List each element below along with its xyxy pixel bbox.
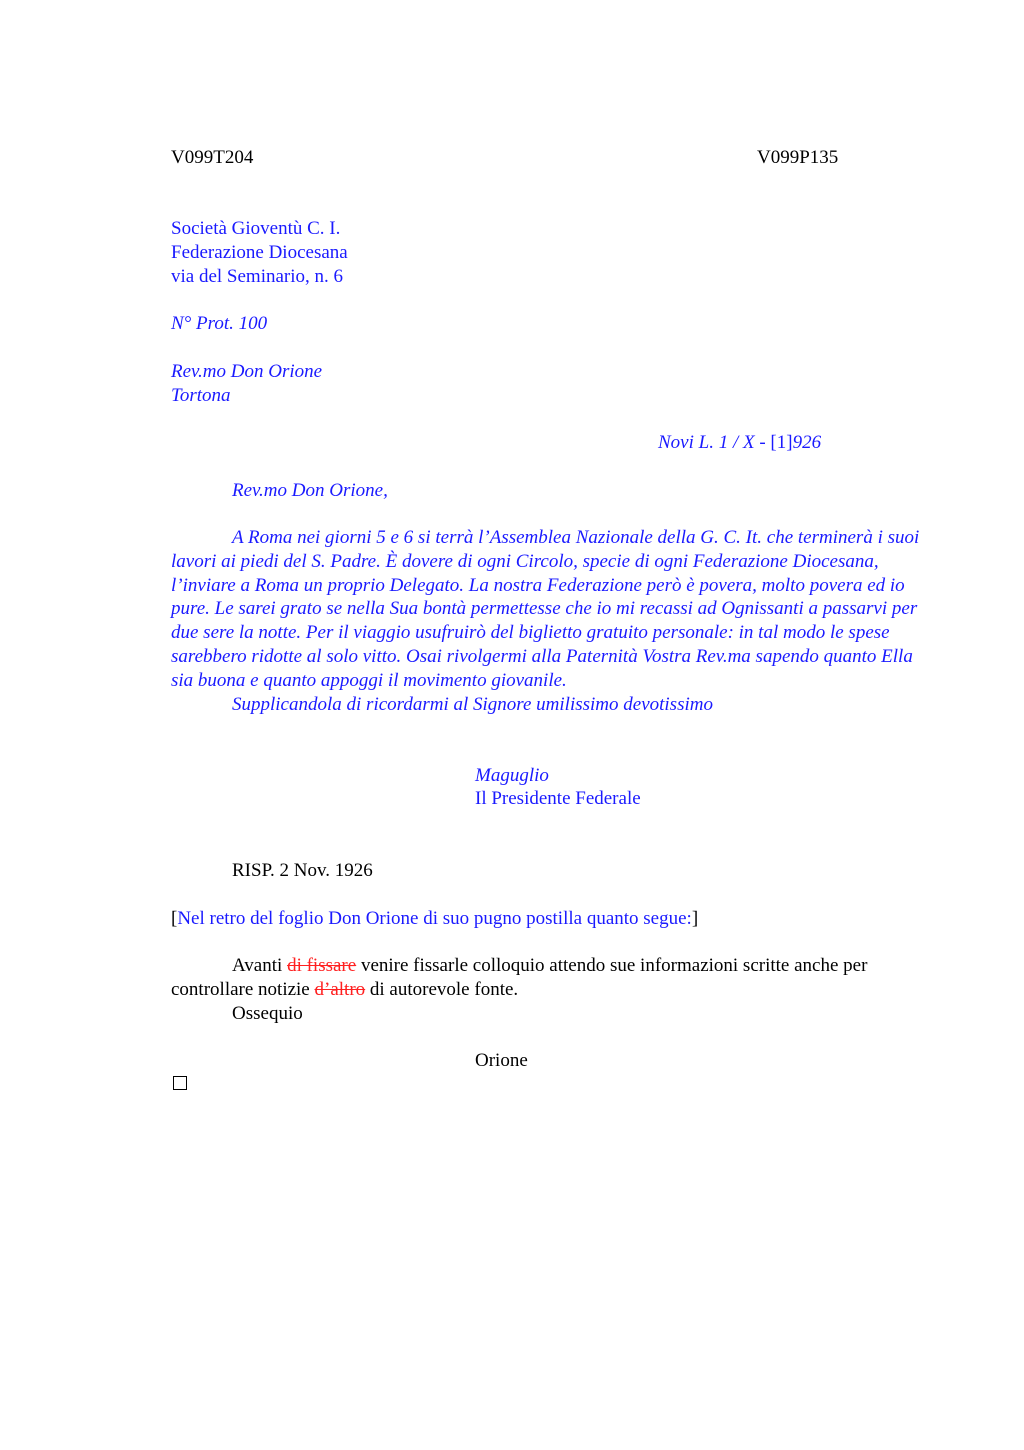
response-date: RISP. 2 Nov. 1926 [232,860,373,881]
dateline-dash: - [754,432,771,453]
addressee-name: Rev.mo Don Orione [171,361,323,382]
reply-greeting: Ossequio [232,1002,303,1024]
editorial-note [171,907,698,931]
dateline-year: 926 [792,432,822,453]
reply-part-2: venire fissarle colloquio attendo sue informazioni scritte anche per controllare notizie [171,955,868,1000]
note-open-bracket: [ [171,908,178,929]
letterhead-line-3: via del Seminario, n. 6 [171,266,344,287]
note-close-bracket: ] [691,908,699,929]
letterhead-line-1: Società Gioventù C. I. [171,218,341,239]
reply-part-3: di autorevole fonte. [365,978,519,1000]
checkbox-square-icon [173,1076,187,1090]
dateline-prefix: Novi L. 1 / X [658,432,755,453]
reply-signature: Orione [475,1050,528,1071]
reply-part-1: Avanti [232,955,288,976]
reply-paragraph [171,954,921,1002]
signature-title: Il Presidente Federale [475,788,641,809]
note-text: Nel retro del foglio Don Orione di suo pugno postilla quanto segue: [177,908,692,929]
letter-body [171,526,921,716]
archive-code-left: V099T204 [171,147,254,168]
signature-name: Maguglio [475,765,549,786]
letterhead-line-2: Federazione Diocesana [171,242,348,263]
reply-deletion-2: d’altro [314,978,366,1000]
addressee-city: Tortona [171,385,231,406]
reply-body [171,954,921,1025]
dateline [658,431,821,455]
archive-code-right: V099P135 [757,147,839,168]
protocol-number: N° Prot. 100 [171,313,268,334]
dateline-bracket: [1] [770,432,793,453]
salutation: Rev.mo Don Orione, [232,480,388,501]
letter-closing: Supplicandola di ricordarmi al Signore umilissimo devotissimo [232,693,713,715]
reply-deletion-1: di fissare [287,955,357,976]
letter-paragraph: A Roma nei giorni 5 e 6 si terrà l’Assemblea Nazionale della G. C. It. che terminerà i suoi lavori ai piedi del S. Padre. È dovere di ogni Circolo, specie di ogni Federazione Diocesana, l’inviare a Roma un proprio Delegato. La nostra Federazione però è povera, molto povera ed io pure. Le sarei grato se nella Sua bontà permettesse che io mi recassi ad Ognissanti a passarvi per due sere la notte. Per il viaggio usufruirò del biglietto gratuito personale: in tal modo le spese sarebbero ridotte al solo vitto. Osai rivolgermi alla Paternità Vostra Rev.ma sapendo quanto Ella sia buona e quanto appoggi il movimento giovanile. [171,527,920,691]
